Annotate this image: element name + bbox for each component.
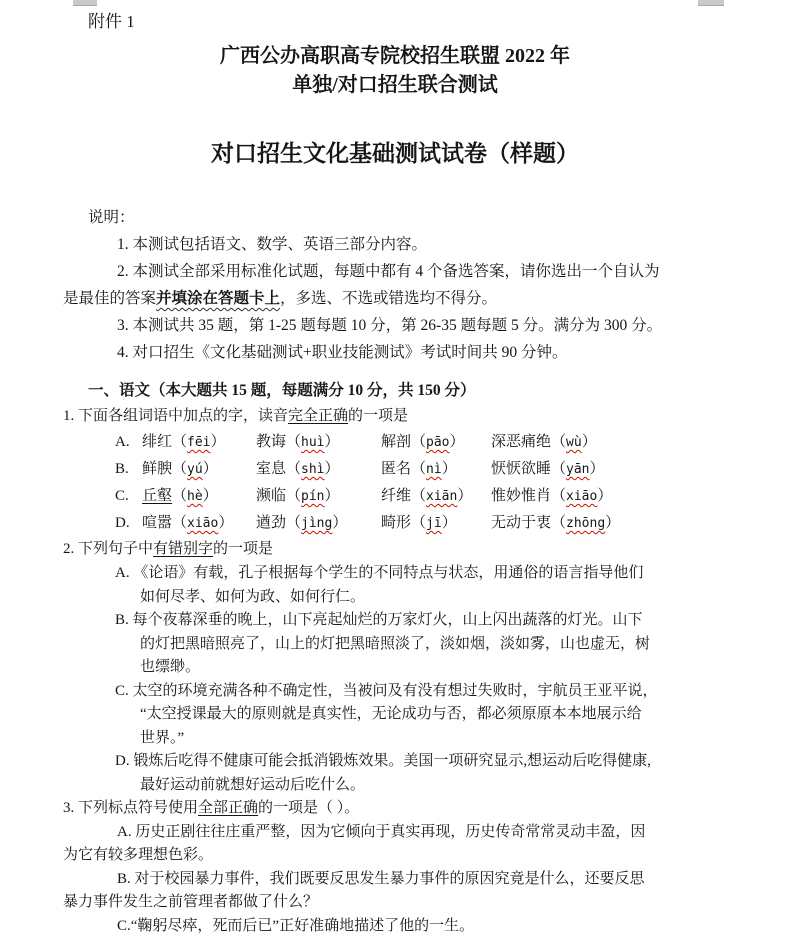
q2-option-c-line2: “太空授课最大的原则就是真实性，无论成功与否，都必须原原本本地展示给 [63, 703, 727, 727]
paren: （ [172, 488, 187, 504]
word: 纤维 [381, 488, 411, 504]
paren: （ [411, 434, 426, 450]
paren: （ [411, 461, 426, 477]
main-title: 对口招生文化基础测试试卷（样题） [63, 138, 727, 170]
paren: ） [597, 488, 612, 504]
q2-stem-pre: 2. 下列句子中 [63, 541, 153, 557]
q1-stem-post: 的一项是 [348, 408, 408, 424]
q1-option-b-label: B. [115, 456, 142, 483]
word: 无动于衷 [491, 515, 551, 531]
q1-a-cell-2 [256, 429, 381, 456]
q2-stem [63, 537, 727, 562]
title-line1: 广西公办高职高专院校招生联盟 2022 年 [63, 42, 727, 70]
paren: ） [218, 515, 233, 531]
q1-option-a [63, 429, 727, 456]
paren: ） [211, 434, 226, 450]
q2-option-c-line3: 世界。” [63, 727, 727, 751]
q2-option-b-line3: 也缥缈。 [63, 656, 727, 680]
q3-stem-underlined: 全部正确 [198, 800, 258, 816]
q1-b-cell-1 [142, 456, 256, 483]
word: 教诲 [256, 434, 286, 450]
top-right-ui-fragment [698, 0, 724, 6]
instruction-item-1: 1. 本测试包括语文、数学、英语三部分内容。 [63, 231, 727, 258]
instruction-item-2-line2 [63, 285, 727, 312]
pinyin: pín [301, 489, 324, 504]
word: 畸形 [381, 515, 411, 531]
q1-stem-pre: 1. 下面各组词语中加点的字，读音 [63, 408, 288, 424]
q1-c-cell-3 [381, 483, 491, 510]
paren: ） [332, 515, 347, 531]
q3-option-b-line2: 暴力事件发生之前管理者都做了什么？ [63, 891, 727, 915]
q2-stem-underlined: 有错别字 [153, 541, 213, 557]
paren: （ [411, 488, 426, 504]
word-underlined: 丘壑 [142, 488, 172, 504]
pinyin: zhōng [566, 516, 605, 531]
q1-stem [63, 404, 727, 429]
paren: ） [203, 461, 218, 477]
paren: （ [172, 434, 187, 450]
paren: ） [457, 488, 472, 504]
q1-option-d [63, 510, 727, 537]
q1-a-cell-4 [491, 429, 727, 456]
q1-option-c-label: C. [115, 483, 142, 510]
instruction-item-3: 3. 本测试共 35 题，第 1-25 题每题 10 分，第 26-35 题每题 5 分。满分为 300 分。 [63, 312, 727, 339]
pinyin: shì [301, 462, 324, 477]
paren: （ [551, 488, 566, 504]
q1-c-cell-1 [142, 483, 256, 510]
q2-option-d-line2: 最好运动前就想好运动后吃什么。 [63, 774, 727, 798]
word: 深恶痛绝 [491, 434, 551, 450]
section-heading-chinese: 一、语文（本大题共 15 题，每题满分 10 分，共 150 分） [63, 378, 727, 404]
q1-option-d-label: D. [115, 510, 142, 537]
pinyin: yān [566, 462, 589, 477]
paren: （ [551, 434, 566, 450]
q3-stem [63, 797, 727, 821]
pinyin: wù [566, 435, 582, 450]
q3-option-a-line1: A. 历史正剧往往庄重严整，因为它倾向于真实再现，历史传奇常常灵动丰盈，因 [63, 821, 727, 845]
q1-b-cell-3 [381, 456, 491, 483]
q1-stem-underlined: 完全正确 [288, 408, 348, 424]
paren: ） [442, 461, 457, 477]
paren: ） [590, 461, 605, 477]
pinyin: yú [187, 462, 203, 477]
paren: ） [605, 515, 620, 531]
paren: ） [203, 488, 218, 504]
q1-option-c [63, 483, 727, 510]
q2-stem-post: 的一项是 [213, 541, 273, 557]
q2-option-c-line1: C. 太空的环境充满各种不确定性，当被问及有没有想过失败时，宇航员王亚平说， [63, 680, 727, 704]
q3-option-c-line1: C.“鞠躬尽瘁，死而后已”正好准确地描述了他的一生。 [63, 915, 727, 938]
q1-c-cell-2 [256, 483, 381, 510]
paren: （ [286, 461, 301, 477]
pinyin: huì [301, 435, 324, 450]
paren: ） [325, 434, 340, 450]
word: 解剖 [381, 434, 411, 450]
q2-option-a-line2: 如何尽孝、如何为政、如何行仁。 [63, 586, 727, 610]
pinyin: pāo [426, 435, 449, 450]
q3-stem-post: 的一项是（ ）。 [258, 800, 359, 816]
instruction-2-bold-phrase: 并填涂在答题卡上 [156, 290, 280, 307]
paren: （ [286, 515, 301, 531]
q1-option-b [63, 456, 727, 483]
pinyin: nì [426, 462, 442, 477]
word: 濒临 [256, 488, 286, 504]
q2-option-d-line1: D. 锻炼后吃得不健康可能会抵消锻炼效果。美国一项研究显示,想运动后吃得健康, [63, 750, 727, 774]
q1-d-cell-3 [381, 510, 491, 537]
instructions-heading: 说明： [63, 204, 727, 231]
paren: ） [325, 488, 340, 504]
q1-b-cell-4 [491, 456, 727, 483]
q2-option-b-line1: B. 每个夜幕深垂的晚上，山下亮起灿烂的万家灯火，山上闪出蔬落的灯光。山下 [63, 609, 727, 633]
q3-stem-pre: 3. 下列标点符号使用 [63, 800, 198, 816]
paren: ） [582, 434, 597, 450]
instruction-2-pre: 是最佳的答案 [63, 290, 156, 307]
q1-c-cell-4 [491, 483, 727, 510]
word: 喧嚣 [142, 515, 172, 531]
paren: （ [172, 461, 187, 477]
q1-a-cell-1 [142, 429, 256, 456]
paren: （ [172, 515, 187, 531]
instruction-item-4: 4. 对口招生《文化基础测试+职业技能测试》考试时间共 90 分钟。 [63, 339, 727, 366]
word: 遒劲 [256, 515, 286, 531]
q3-option-b-line1: B. 对于校园暴力事件，我们既要反思发生暴力事件的原因究竟是什么，还要反思 [63, 868, 727, 892]
word: 鲜腴 [142, 461, 172, 477]
instruction-2-post: ，多选、不选或错选均不得分。 [280, 290, 497, 307]
q1-b-cell-2 [256, 456, 381, 483]
top-left-ui-fragment [73, 0, 97, 6]
paren: ） [450, 434, 465, 450]
q2-option-a-line1: A. 《论语》有载，孔子根据每个学生的不同特点与状态，用通俗的语言指导他们 [63, 562, 727, 586]
paren: （ [411, 515, 426, 531]
pinyin: hè [187, 489, 203, 504]
paren: （ [551, 461, 566, 477]
pinyin: xiān [426, 489, 457, 504]
paren: ） [442, 515, 457, 531]
word: 绯红 [142, 434, 172, 450]
title-line2: 单独/对口招生联合测试 [63, 70, 727, 100]
q1-a-cell-3 [381, 429, 491, 456]
paren: （ [286, 434, 301, 450]
word: 惟妙惟肖 [491, 488, 551, 504]
attachment-label: 附件 1 [63, 10, 727, 34]
pinyin: xiāo [566, 489, 597, 504]
word: 恹恹欲睡 [491, 461, 551, 477]
pinyin: xiāo [187, 516, 218, 531]
instruction-item-2-line1: 2. 本测试全部采用标准化试题，每题中都有 4 个备选答案，请你选出一个自认为 [63, 258, 727, 285]
paren: （ [551, 515, 566, 531]
q2-option-b-line2: 的灯把黑暗照亮了，山上的灯把黑暗照淡了，淡如烟，淡如雾，山也虚无，树 [63, 633, 727, 657]
q1-option-a-label: A. [115, 429, 142, 456]
q1-d-cell-2 [256, 510, 381, 537]
pinyin: jī [426, 516, 442, 531]
paren: ） [325, 461, 340, 477]
q1-d-cell-4 [491, 510, 727, 537]
pinyin: fēi [187, 435, 210, 450]
paren: （ [286, 488, 301, 504]
word: 室息 [256, 461, 286, 477]
pinyin: jìng [301, 516, 332, 531]
q1-d-cell-1 [142, 510, 256, 537]
q3-option-a-line2: 为它有较多理想色彩。 [63, 844, 727, 868]
word: 匿名 [381, 461, 411, 477]
